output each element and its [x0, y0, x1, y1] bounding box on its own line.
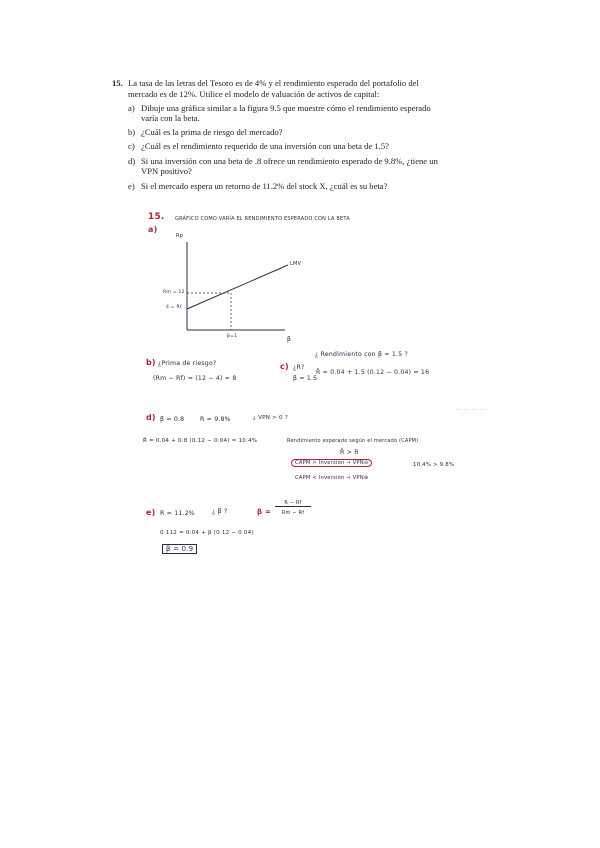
problem-d-line1: Si una inversión con una beta de .8 ofrece un rendimiento esperado de 9.8%, ¿tiene un	[141, 156, 438, 166]
b-question: ¿Prima de riesgo?	[158, 360, 217, 367]
solution-a-label: a)	[148, 225, 158, 234]
graph-beta-tick: β=1	[227, 334, 238, 339]
problem-a-line1: Dibuje una gráfica similar a la figura 9.5 que muestre cómo el rendimiento esperado	[141, 103, 431, 113]
solution-c-label: c)	[280, 362, 289, 371]
problem-c-label: c)	[128, 141, 135, 151]
d-compare: R̄ > R	[340, 449, 359, 456]
c-question: ¿R?	[293, 364, 305, 371]
problem-a-label: a)	[128, 103, 135, 113]
solution-e-label: e)	[146, 508, 156, 517]
e-question: ¿ β ?	[212, 508, 228, 515]
d-beta: β = 0.8	[160, 416, 185, 423]
e-fraction-denominator: Rm − Rf	[281, 510, 305, 516]
c-beta: β = 1.5	[293, 375, 318, 382]
solution-d-label: d)	[146, 413, 156, 422]
sml-line	[187, 265, 288, 309]
problem-d-label: d)	[128, 156, 136, 166]
graph-x-label: β	[287, 336, 292, 343]
problem-number: 15.	[112, 78, 123, 88]
graph-line-label: LMV	[290, 261, 302, 267]
problem-d-line2: VPN positivo?	[141, 166, 192, 176]
d-formula: R̄ = 0.04 + 0.8 (0.12 − 0.04) = 10.4%	[143, 438, 258, 444]
c-top-question: ¿ Rendimiento con β = 1.5 ?	[315, 351, 408, 358]
sml-graph	[150, 228, 310, 350]
problem-e-text: Si el mercado espera un retorno de 11.2% del stock X, ¿cuál es su beta?	[141, 181, 388, 191]
d-rule-positive	[291, 460, 372, 466]
d-rule-positive-oval: CAPM > Inversión → VPN⊖	[291, 459, 372, 467]
problem-e-label: e)	[128, 181, 135, 191]
d-rule-negative: CAPM < Inversión → VPN⊕	[295, 475, 369, 481]
d-note: Rendimiento esperado según el mercado (CAPM)	[287, 438, 419, 444]
e-answer-box	[162, 545, 197, 553]
d-r: R = 9.8%	[200, 416, 231, 423]
e-r: R = 11.2%	[160, 510, 195, 517]
graph-title: GRÁFICO COMO VARÍA EL RENDIMIENTO ESPERADO CON LA BETA	[175, 216, 350, 222]
problem-c-text: ¿Cuál es el rendimiento requerido de una inversión con una beta de 1.5?	[141, 141, 389, 151]
e-answer: β = 0.9	[162, 544, 197, 554]
d-question: ¿ VPN > 0 ?	[253, 415, 288, 421]
e-fraction-numerator: R − Rf	[275, 500, 311, 507]
b-formula: (Rm − Rf) = (12 − 4) = 8	[153, 375, 237, 382]
c-formula: R̄ = 0.04 + 1.5 (0.12 − 0.04) = 16	[316, 369, 430, 376]
e-beta-symbol: β =	[257, 508, 271, 516]
bleed-through-text: — — — —	[455, 406, 487, 413]
solution-b-label: b)	[146, 358, 156, 367]
problem-b-label: b)	[128, 127, 136, 137]
problem-a-line2: varía con la beta.	[141, 113, 200, 123]
graph-rf-tick: 4 = Rf	[166, 305, 182, 310]
problem-b-text: ¿Cuál es la prima de riesgo del mercado?	[141, 127, 283, 137]
problem-intro-line1: La tasa de las letras del Tesoro es de 4% y el rendimiento esperado del portafolio del	[128, 78, 419, 88]
e-equation: 0.112 = 0.04 + β (0.12 − 0.04)	[160, 530, 254, 536]
graph-rm-tick: Rm = 12	[163, 290, 185, 295]
solution-number: 15.	[148, 212, 165, 222]
problem-intro-line2: mercado es de 12%. Utilice el modelo de valuación de activos de capital:	[128, 89, 380, 99]
d-result: 10.4% > 9.8%	[413, 462, 455, 468]
graph-y-label: Rp	[176, 233, 184, 239]
